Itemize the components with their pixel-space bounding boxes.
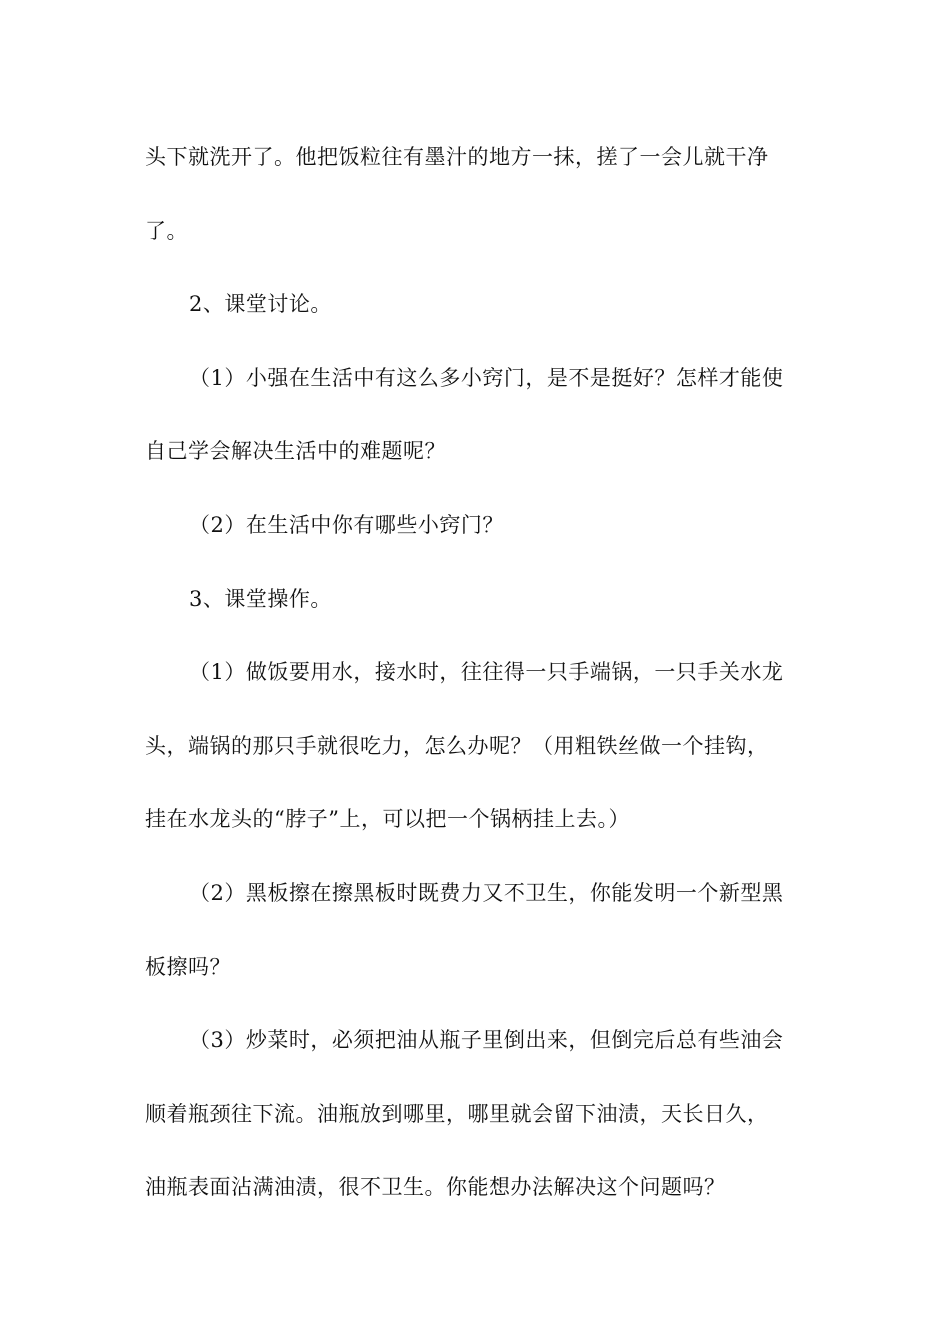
paragraph-line: （2）在生活中你有哪些小窍门？ <box>189 512 504 537</box>
paragraph-line: 顺着瓶颈往下流。油瓶放到哪里，哪里就会留下油渍，天长日久， <box>145 1101 769 1126</box>
paragraph-line: 油瓶表面沾满油渍，很不卫生。你能想办法解决这个问题吗？ <box>145 1175 726 1200</box>
document-body <box>145 134 810 1238</box>
paragraph-line: （2）黑板擦在擦黑板时既费力又不卫生，你能发明一个新型黑 <box>189 880 784 905</box>
paragraph-line: 头下就洗开了。他把饭粒往有墨汁的地方一抹，搓了一会儿就干净 <box>145 145 769 169</box>
paragraph-line: 头，端锅的那只手就很吃力，怎么办呢？（用粗铁丝做一个挂钩， <box>145 733 769 758</box>
paragraph-line: （1）做饭要用水，接水时，往往得一只手端锅，一只手关水龙 <box>189 660 784 685</box>
paragraph-line: 挂在水龙头的“脖子”上，可以把一个锅柄挂上去。） <box>145 807 630 832</box>
paragraph-line: 板擦吗？ <box>145 954 231 979</box>
paragraph-line: 了。 <box>145 218 188 243</box>
section-heading: 2、课堂讨论。 <box>189 292 332 317</box>
paragraph-line: 自己学会解决生活中的难题呢？ <box>145 439 446 464</box>
paragraph-line: （1）小强在生活中有这么多小窍门，是不是挺好？怎样才能使 <box>189 365 784 390</box>
section-heading: 3、课堂操作。 <box>189 586 332 611</box>
paragraph-line: （3）炒菜时，必须把油从瓶子里倒出来，但倒完后总有些油会 <box>189 1028 784 1053</box>
